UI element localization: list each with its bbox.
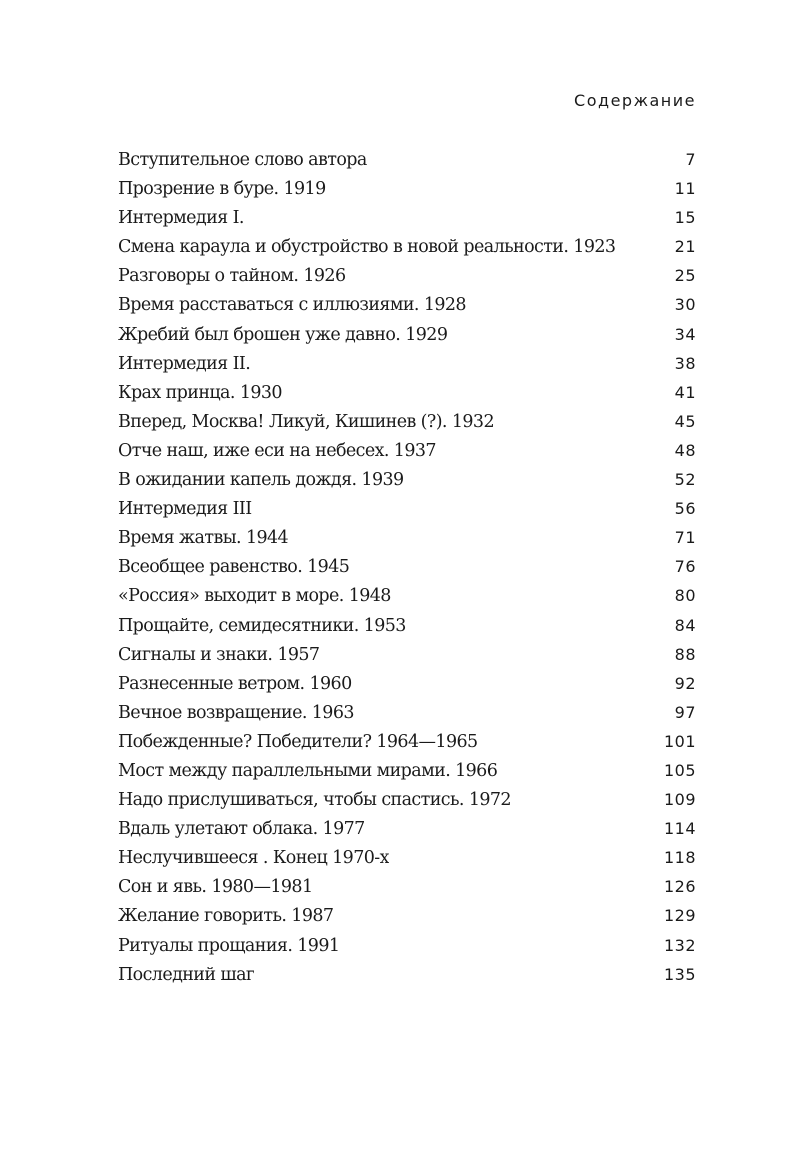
toc-entry: [118, 931, 696, 960]
toc-entry-page-number: 97: [674, 702, 696, 722]
toc-entry-page-number: 45: [674, 411, 696, 431]
toc-entry: [118, 785, 696, 814]
toc-entry: [118, 232, 696, 261]
toc-entry-page-number: 7: [685, 150, 696, 169]
toc-entry-page-number: 101: [663, 731, 696, 751]
toc-entry: [118, 669, 696, 698]
toc-entry-title: Вечное возвращение. 1963: [118, 702, 354, 723]
toc-entry: [118, 843, 696, 872]
toc-entry-title: «Россия» выходит в море. 1948: [118, 586, 391, 607]
toc-entry-title: Прозрение в буре. 1919: [118, 179, 326, 200]
toc-entry-page-number: 15: [674, 208, 696, 228]
toc-entry-title: В ожидании капель дождя. 1939: [118, 470, 404, 491]
toc-entry-title: Жребий был брошен уже давно. 1929: [118, 324, 448, 345]
toc-entry-page-number: 38: [674, 353, 696, 373]
toc-entry: [118, 960, 696, 989]
toc-entry-page-number: 114: [663, 819, 696, 839]
toc-entry: [118, 203, 696, 232]
toc-entry-title: Интермедия III: [118, 499, 252, 520]
toc-entry-title: Надо прислушиваться, чтобы спастись. 1972: [118, 790, 511, 811]
toc-entry-title: Вперед, Москва! Ликуй, Кишинев (?). 1932: [118, 411, 494, 432]
toc-entry: [118, 494, 696, 523]
toc-entry-title: Вступительное слово автора: [118, 150, 367, 170]
table-of-contents: [118, 145, 696, 989]
toc-entry-title: Смена караула и обустройство в новой реальности. 1923: [118, 237, 616, 258]
toc-entry-page-number: 25: [674, 266, 696, 286]
toc-entry-page-number: 132: [663, 935, 696, 955]
toc-entry-title: Интермедия I.: [118, 208, 244, 229]
toc-entry: [118, 727, 696, 756]
toc-entry-page-number: 126: [663, 877, 696, 897]
toc-entry-page-number: 80: [674, 586, 696, 606]
toc-entry-title: Прощайте, семидесятники. 1953: [118, 615, 406, 636]
toc-entry-page-number: 52: [674, 470, 696, 490]
toc-entry: [118, 523, 696, 552]
toc-entry: [118, 290, 696, 319]
toc-entry-title: Сон и явь. 1980—1981: [118, 877, 313, 898]
toc-entry-title: Время жатвы. 1944: [118, 528, 289, 549]
toc-entry-title: Мост между параллельными мирами. 1966: [118, 760, 498, 781]
toc-entry: [118, 872, 696, 901]
toc-entry: [118, 349, 696, 378]
toc-entry-page-number: 41: [674, 382, 696, 402]
toc-entry: [118, 640, 696, 669]
toc-entry-title: Крах принца. 1930: [118, 382, 282, 403]
toc-entry-title: Всеобщее равенство. 1945: [118, 557, 350, 578]
toc-entry-page-number: 118: [663, 848, 696, 868]
toc-entry-title: Время расставаться с иллюзиями. 1928: [118, 295, 466, 316]
toc-entry-page-number: 76: [674, 557, 696, 577]
toc-entry: [118, 320, 696, 349]
toc-entry-page-number: 48: [674, 440, 696, 460]
page-title: Содержание: [574, 91, 696, 110]
toc-entry: [118, 756, 696, 785]
toc-entry-page-number: 30: [674, 295, 696, 315]
toc-entry: [118, 465, 696, 494]
toc-entry-page-number: 84: [674, 615, 696, 635]
toc-entry: [118, 698, 696, 727]
toc-entry-page-number: 56: [674, 499, 696, 519]
toc-entry-page-number: 11: [674, 179, 696, 199]
toc-entry: [118, 814, 696, 843]
toc-entry: [118, 378, 696, 407]
toc-entry-page-number: 21: [674, 237, 696, 257]
toc-entry: [118, 261, 696, 290]
toc-entry-title: Побежденные? Победители? 1964—1965: [118, 731, 478, 752]
toc-entry-page-number: 129: [663, 906, 696, 926]
toc-entry-page-number: 109: [663, 790, 696, 810]
toc-entry-page-number: 105: [663, 760, 696, 780]
toc-entry-title: Желание говорить. 1987: [118, 906, 334, 927]
toc-entry-page-number: 71: [674, 528, 696, 548]
toc-entry: [118, 436, 696, 465]
toc-entry-title: Разговоры о тайном. 1926: [118, 266, 346, 287]
toc-entry: [118, 581, 696, 610]
toc-entry: [118, 407, 696, 436]
toc-entry: [118, 552, 696, 581]
toc-entry-page-number: 88: [674, 644, 696, 664]
toc-entry-title: Неслучившееся . Конец 1970-х: [118, 848, 389, 869]
toc-entry-title: Интермедия II.: [118, 353, 251, 374]
toc-entry-title: Вдаль улетают облака. 1977: [118, 819, 365, 840]
toc-entry-page-number: 135: [663, 964, 696, 984]
toc-entry-title: Ритуалы прощания. 1991: [118, 935, 340, 956]
toc-entry: [118, 611, 696, 640]
toc-entry: [118, 145, 696, 174]
toc-entry-title: Последний шаг: [118, 964, 255, 985]
toc-entry-title: Отче наш, иже еси на небесех. 1937: [118, 440, 436, 461]
toc-entry-title: Разнесенные ветром. 1960: [118, 673, 352, 694]
toc-entry-page-number: 92: [674, 673, 696, 693]
toc-entry: [118, 174, 696, 203]
toc-entry-title: Сигналы и знаки. 1957: [118, 644, 320, 665]
toc-entry-page-number: 34: [674, 324, 696, 344]
toc-entry: [118, 901, 696, 930]
